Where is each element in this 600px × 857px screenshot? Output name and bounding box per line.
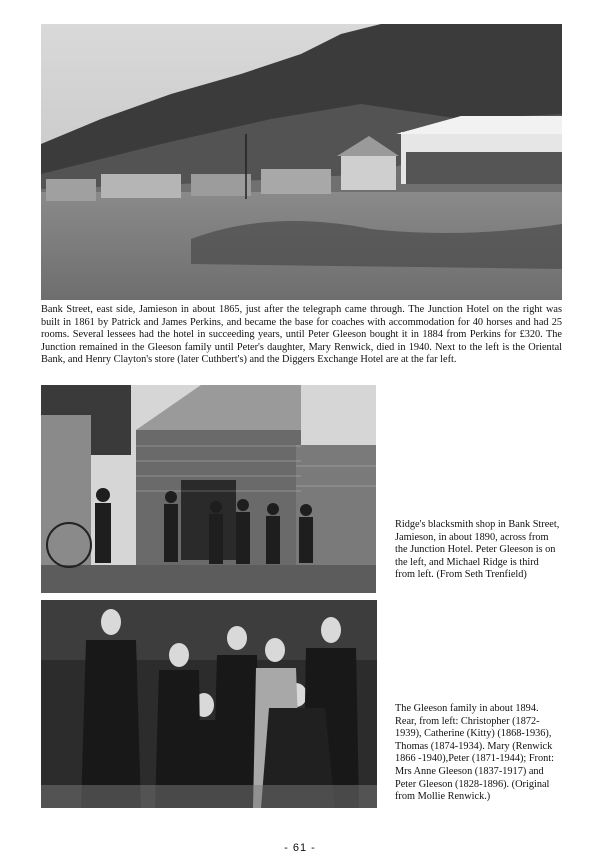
bank-street-photo — [41, 24, 562, 300]
blacksmith-shop-image — [41, 385, 376, 593]
bank-street-caption: Bank Street, east side, Jamieson in about 1865, just after the telegraph came through. The Junction Hotel on the right was built in 1861 by Patrick and James Perkins, and became the base for coaches with accommodation for 40 horses and had 25 rooms. Several lessees had the hotel in succeeding years, until Peter Gleeson bought it in 1884 from Perkins for £320. The Junction remained in the Gleeson family until Peter's daughter, Mary Renwick, died in 1940. Next to the left is the Oriental Bank, and Henry Clayton's store (later Cuthbert's) and the Diggers Exchange Hotel are at the far left. — [41, 304, 562, 366]
gleeson-family-photo — [41, 600, 377, 808]
gleeson-family-caption: The Gleeson family in about 1894. Rear, from left: Christopher (1872-1939), Catherine (Kitty) (1868-1936), Thomas (1874-1934). Mary (Renwick 1866 -1940),Peter (1871-1944); Front: Mrs Anne Gleeson (1837-1917) and Peter Gleeson (1828-1896). (Original from Mollie Renwick.) — [395, 703, 555, 803]
bank-street-image — [41, 24, 562, 300]
blacksmith-shop-photo — [41, 385, 376, 593]
gleeson-family-image — [41, 600, 377, 808]
page-number: - 61 - — [284, 842, 316, 854]
blacksmith-shop-caption: Ridge's blacksmith shop in Bank Street, Jamieson, in about 1890, across from the Junction Hotel. Peter Gleeson is on the left, and Michael Ridge is third from left. (From Seth Trenfield) — [395, 519, 560, 581]
